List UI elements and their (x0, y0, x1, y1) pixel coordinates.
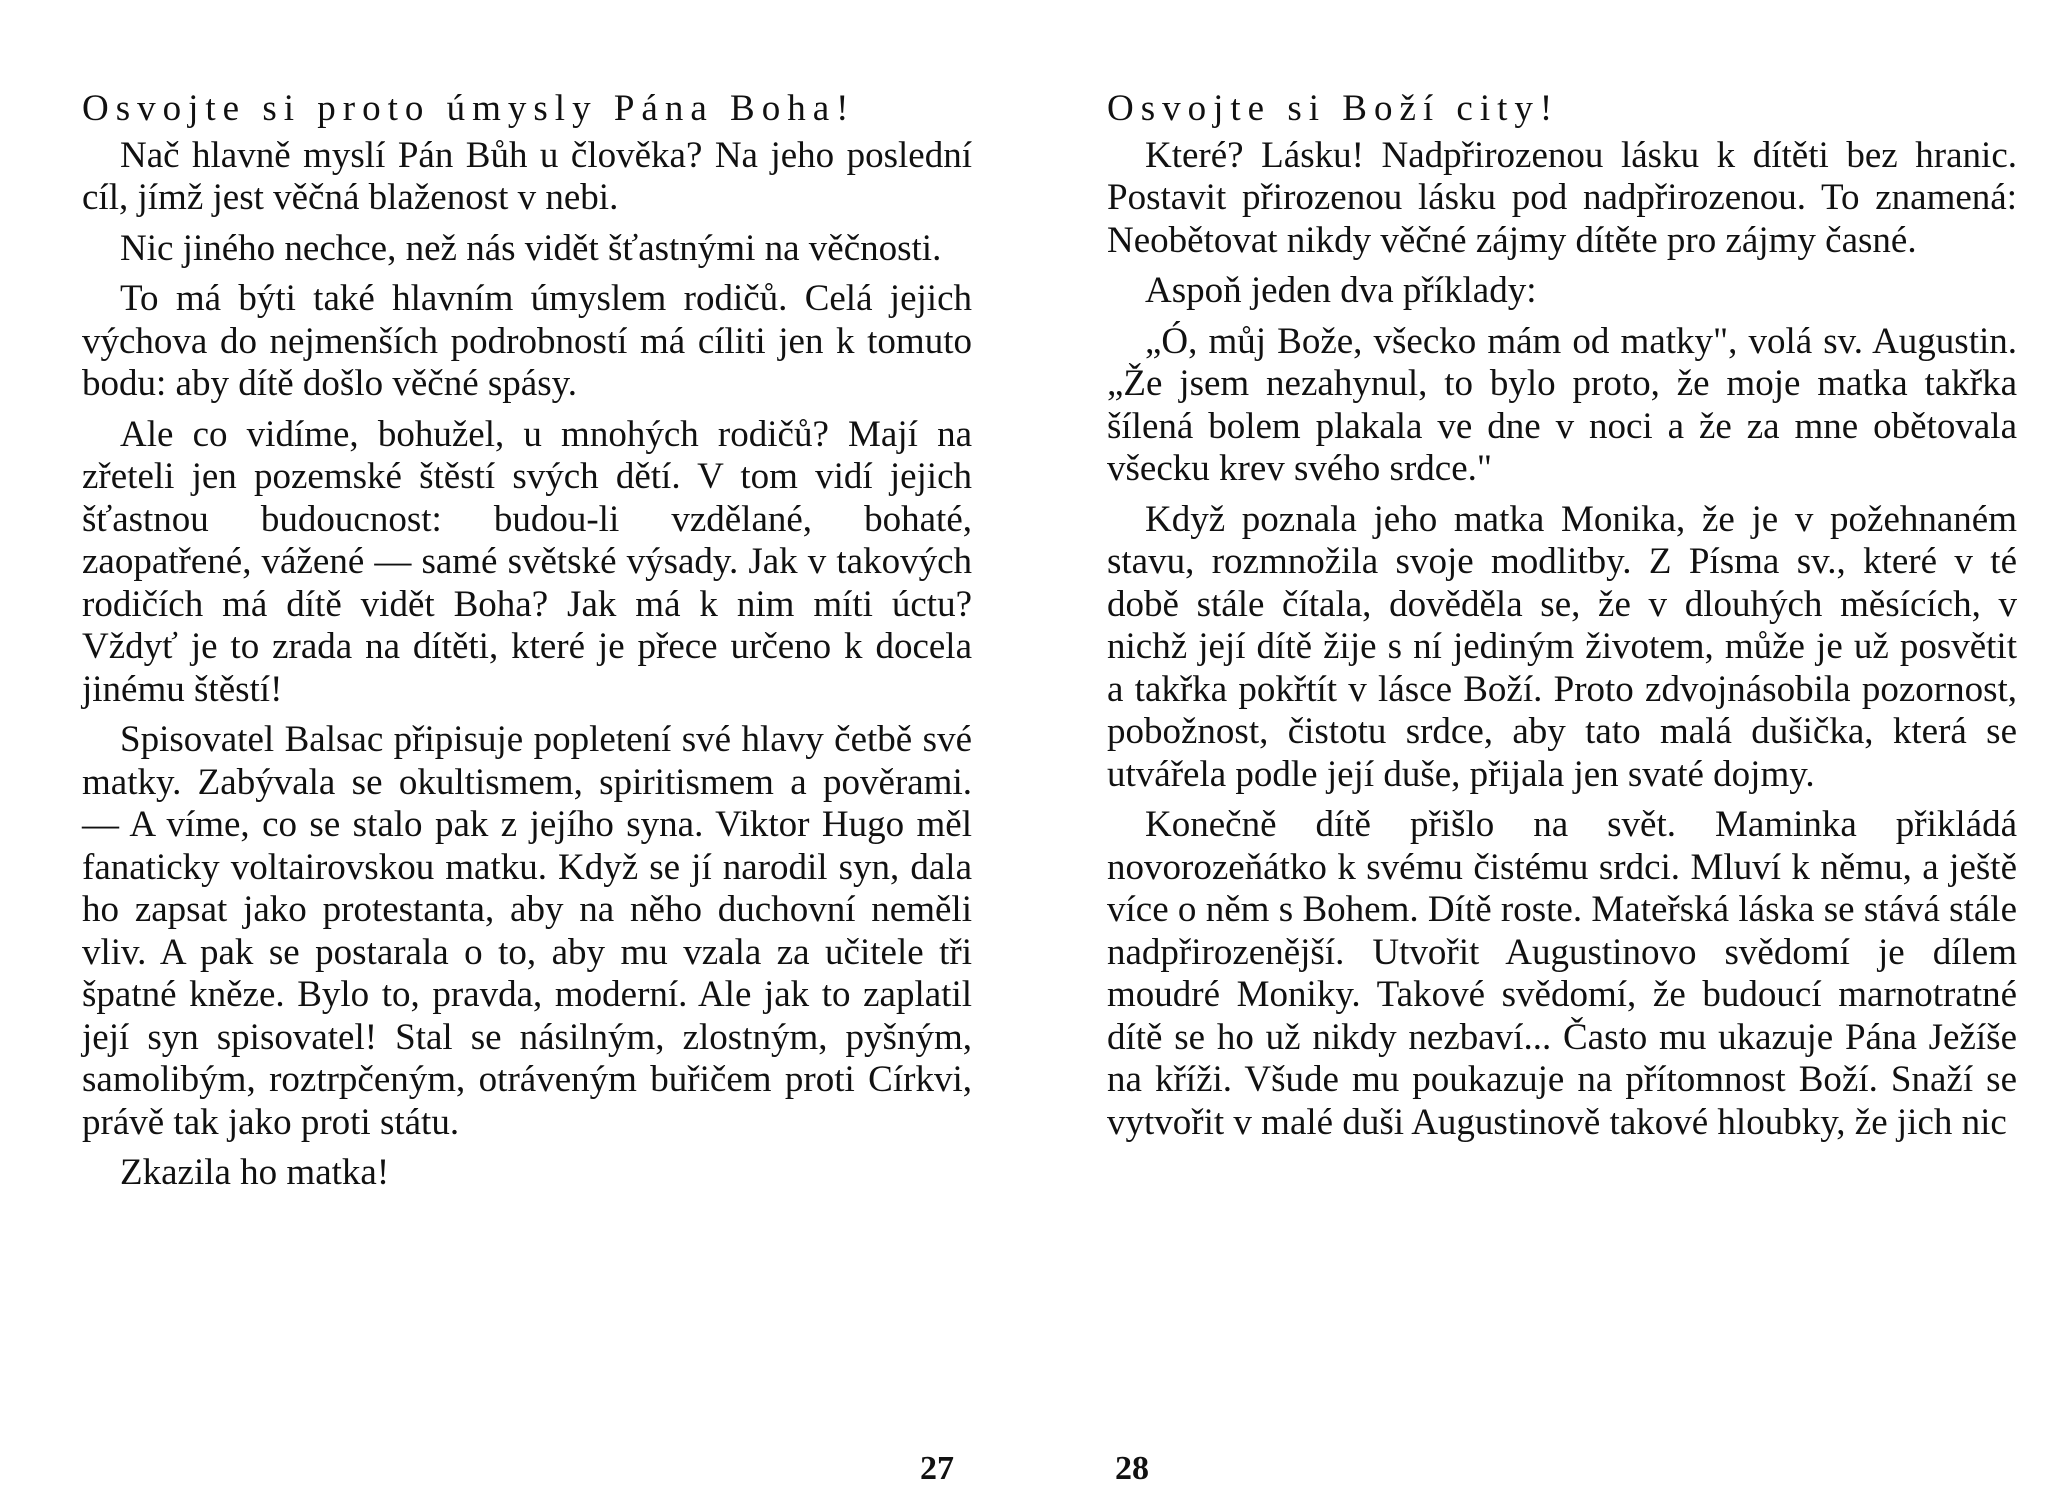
right-page (1035, 0, 2070, 1500)
left-text-block (82, 88, 972, 1203)
left-paragraph-1: Nač hlavně myslí Pán Bůh u člověka? Na jeho poslední cíl, jímž jest věčná blaženost v nebi. (82, 134, 972, 218)
right-paragraph-3: „Ó, můj Bože, všecko mám od matky", volá sv. Augustin. „Že jsem nezahynul, to bylo proto, že moje matka takřka šílená bolem plakala ve dne v noci a že za mne obětovala všecku krev svého srdce." (1107, 320, 2017, 489)
left-paragraph-2: Nic jiného nechce, než nás vidět šťastnými na věčnosti. (120, 227, 942, 269)
right-page-number: 28 (1115, 1450, 1149, 1487)
right-heading: Osvojte si Boží city! (1107, 88, 1560, 129)
right-paragraph-2: Aspoň jeden dva příklady: (1145, 270, 1537, 311)
right-paragraph-1: Které? Lásku! Nadpřirozenou lásku k dítěti bez hranic. Postavit přirozenou lásku pod nadpřirozenou. To znamená: Neobětovat nikdy věčné zájmy dítěte pro zájmy časné. (1107, 134, 2017, 261)
right-paragraph-5: Konečně dítě přišlo na svět. Maminka přikládá novorozeňátko k svému čistému srdci. Mluví k němu, a ještě více o něm s Bohem. Dítě roste. Mateřská láska se stává stále nadpřirozenější. Utvořit Augustinovo svědomí je dílem moudré Moniky. Takové svědomí, že budoucí marnotratné dítě se ho už nikdy nezbaví... Často mu ukazuje Pána Ježíše na kříži. Všude mu poukazuje na přítomnost Boží. Snaží se vytvořit v malé duši Augustinově takové hloubky, že jich nic (1107, 804, 2017, 1143)
left-paragraph-5: Spisovatel Balsac připisuje popletení své hlavy četbě své matky. Zabývala se okultismem, spiritismem a pověrami. — A víme, co se stalo pak z jejího syna. Viktor Hugo měl fanaticky voltairovskou matku. Když se jí narodil syn, dala ho zapsat jako protestanta, aby na něho duchovní neměli vliv. A pak se postarala o to, aby mu vzala za učitele tři špatné kněze. Bylo to, pravda, moderní. Ale jak to zaplatil její syn spisovatel! Stal se násilným, zlostným, pyšným, samolibým, roztrpčeným, otráveným buřičem proti Církvi, právě tak jako proti státu. (82, 719, 972, 1143)
left-paragraph-6: Zkazila ho matka! (120, 1152, 390, 1193)
right-text-block (1107, 88, 2017, 1152)
left-page-number: 27 (920, 1450, 954, 1487)
left-paragraph-3: To má býti také hlavním úmyslem rodičů. Celá jejich výchova do nejmenších podrobností má cíliti jen k tomuto bodu: aby dítě došlo věčné spásy. (82, 278, 972, 404)
right-paragraph-4: Když poznala jeho matka Monika, že je v požehnaném stavu, rozmnožila svoje modlitby. Z Písma sv., které v té době stále čítala, dověděla se, že v dlouhých měsících, v nichž její dítě žije s ní jediným životem, může je už posvětit a takřka pokřtít v lásce Boží. Proto zdvojnásobila pozornost, pobožnost, čistotu srdce, aby tato malá dušička, která se utvářela podle její duše, přijala jen svaté dojmy. (1107, 498, 2017, 795)
left-heading: Osvojte si proto úmysly Pána Boha! (82, 88, 856, 129)
left-paragraph-4: Ale co vidíme, bohužel, u mnohých rodičů? Mají na zřeteli jen pozemské štěstí svých dětí. V tom vidí jejich šťastnou budoucnost: budou-li vzdělané, bohaté, zaopatřené, vážené — samé světské výsady. Jak v takových rodičích má dítě vidět Boha? Jak má k nim míti úctu? Vždyť je to zrada na dítěti, které je přece určeno k docela jinému štěstí! (82, 413, 972, 710)
